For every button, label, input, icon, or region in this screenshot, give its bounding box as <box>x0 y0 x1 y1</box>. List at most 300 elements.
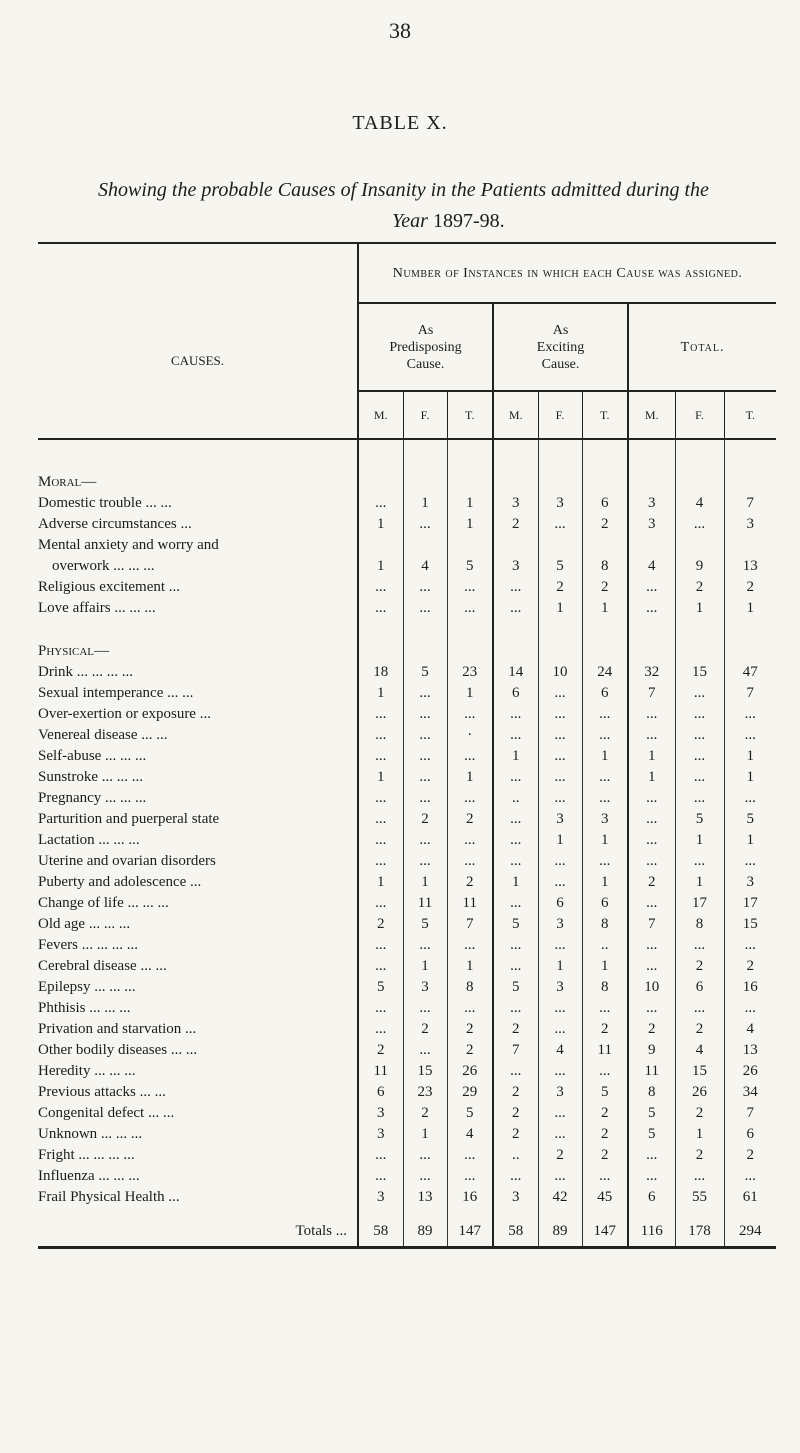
value-cell: 1 <box>724 830 776 851</box>
value-cell: 3 <box>538 977 582 998</box>
value-cell: 3 <box>538 809 582 830</box>
value-cell: 7 <box>724 683 776 704</box>
value-cell: 1 <box>358 872 403 893</box>
value-cell: 9 <box>675 556 724 577</box>
value-cell: ... <box>447 577 493 598</box>
value-cell: 2 <box>538 577 582 598</box>
value-cell: ... <box>358 998 403 1019</box>
table-row <box>38 1040 776 1061</box>
value-cell: 4 <box>628 556 675 577</box>
caption-year-label: Year <box>392 210 428 232</box>
value-cell: 7 <box>628 914 675 935</box>
value-cell: 2 <box>675 956 724 977</box>
value-cell: 1 <box>447 683 493 704</box>
caption-line-2 <box>98 206 758 237</box>
value-cell: ... <box>493 767 538 788</box>
value-cell: ... <box>582 767 628 788</box>
value-cell: 8 <box>447 977 493 998</box>
table-row <box>38 746 776 767</box>
value-cell: 10 <box>628 977 675 998</box>
value-cell: 6 <box>582 893 628 914</box>
value-cell: 1 <box>582 956 628 977</box>
value-cell: 116 <box>628 1208 675 1248</box>
cause-label: Heredity ... ... ... <box>38 1063 136 1079</box>
value-cell: ... <box>538 1061 582 1082</box>
table-row <box>38 1082 776 1103</box>
value-cell <box>675 535 724 556</box>
value-cell: 1 <box>675 830 724 851</box>
pred-m-header: M. <box>358 391 403 439</box>
value-cell: 13 <box>724 556 776 577</box>
value-cell: ... <box>493 893 538 914</box>
cause-label: Uterine and ovarian disorders <box>38 853 216 869</box>
cause-label: Previous attacks ... ... <box>38 1084 166 1100</box>
table-row <box>38 830 776 851</box>
value-cell: ... <box>724 1166 776 1187</box>
spacer-row <box>38 440 776 468</box>
value-cell: ... <box>628 809 675 830</box>
value-cell: 1 <box>358 683 403 704</box>
value-cell: 24 <box>582 662 628 683</box>
table-row <box>38 1103 776 1124</box>
value-cell: 1 <box>538 598 582 619</box>
value-cell: ... <box>493 704 538 725</box>
value-cell: 2 <box>403 1103 447 1124</box>
value-cell: 11 <box>358 1061 403 1082</box>
caption-year: 1897-98. <box>432 210 505 232</box>
value-cell: 3 <box>724 872 776 893</box>
table-row <box>38 767 776 788</box>
value-cell: ... <box>403 935 447 956</box>
value-cell: ... <box>403 746 447 767</box>
table-row <box>38 556 776 577</box>
predisposing-header: As Predisposing Cause. <box>358 303 493 391</box>
value-cell: 6 <box>675 977 724 998</box>
value-cell: 1 <box>358 514 403 535</box>
exc-m-header: M. <box>493 391 538 439</box>
table-row <box>38 1187 776 1208</box>
value-cell: 4 <box>675 493 724 514</box>
value-cell: 1 <box>582 598 628 619</box>
cause-label: Mental anxiety and worry and <box>38 537 219 553</box>
value-cell: ... <box>403 704 447 725</box>
value-cell: 23 <box>447 662 493 683</box>
tot-f-header: F. <box>675 391 724 439</box>
value-cell: 1 <box>628 767 675 788</box>
table-row <box>38 493 776 514</box>
value-cell: 8 <box>582 556 628 577</box>
value-cell: 3 <box>403 977 447 998</box>
value-cell: 2 <box>358 914 403 935</box>
value-cell: 5 <box>358 977 403 998</box>
table-row <box>38 662 776 683</box>
cause-label: Privation and starvation ... <box>38 1021 197 1037</box>
value-cell: ... <box>628 577 675 598</box>
cause-label: Fright ... ... ... ... <box>38 1147 135 1163</box>
cause-label: Sunstroke ... ... ... <box>38 769 143 785</box>
value-cell: 1 <box>447 956 493 977</box>
table-row <box>38 577 776 598</box>
value-cell: 15 <box>675 662 724 683</box>
value-cell: 5 <box>403 662 447 683</box>
value-cell: ... <box>493 1061 538 1082</box>
cause-label: Parturition and puerperal state <box>38 811 220 827</box>
value-cell: ... <box>358 746 403 767</box>
value-cell: ... <box>628 725 675 746</box>
table-row <box>38 704 776 725</box>
value-cell: 2 <box>493 1103 538 1124</box>
table-body <box>38 440 776 1248</box>
cause-label: Other bodily diseases ... ... <box>38 1042 198 1058</box>
value-cell: 11 <box>582 1040 628 1061</box>
pred-f-header: F. <box>403 391 447 439</box>
value-cell: 2 <box>358 1040 403 1061</box>
value-cell: ... <box>358 788 403 809</box>
value-cell: 2 <box>493 1124 538 1145</box>
value-cell: 10 <box>538 662 582 683</box>
value-cell: 55 <box>675 1187 724 1208</box>
value-cell: ... <box>628 998 675 1019</box>
value-cell: ... <box>582 851 628 872</box>
value-cell: ... <box>358 851 403 872</box>
value-cell: 5 <box>628 1124 675 1145</box>
value-cell: 6 <box>724 1124 776 1145</box>
cause-label: Lactation ... ... ... <box>38 832 140 848</box>
value-cell: 3 <box>724 514 776 535</box>
value-cell: 23 <box>403 1082 447 1103</box>
value-cell: ... <box>447 704 493 725</box>
value-cell: ... <box>538 872 582 893</box>
value-cell: 1 <box>403 956 447 977</box>
value-cell: ... <box>358 935 403 956</box>
value-cell: 13 <box>403 1187 447 1208</box>
value-cell: 1 <box>675 1124 724 1145</box>
table-row <box>38 535 776 556</box>
value-cell: ... <box>493 725 538 746</box>
value-cell: ... <box>538 514 582 535</box>
value-cell: 61 <box>724 1187 776 1208</box>
value-cell: ... <box>628 893 675 914</box>
cause-label: Epilepsy ... ... ... <box>38 979 136 995</box>
value-cell: 1 <box>447 514 493 535</box>
value-cell: ... <box>447 851 493 872</box>
value-cell: 5 <box>447 1103 493 1124</box>
cause-label: Unknown ... ... ... <box>38 1126 143 1142</box>
value-cell <box>582 535 628 556</box>
value-cell: 1 <box>447 493 493 514</box>
table-row <box>38 809 776 830</box>
value-cell: 1 <box>675 598 724 619</box>
value-cell: ... <box>538 767 582 788</box>
value-cell: 2 <box>582 1103 628 1124</box>
value-cell <box>403 535 447 556</box>
tot-m-header: M. <box>628 391 675 439</box>
cause-label: Old age ... ... ... <box>38 916 131 932</box>
value-cell: 7 <box>724 493 776 514</box>
value-cell: 32 <box>628 662 675 683</box>
value-cell: 2 <box>724 1145 776 1166</box>
causes-table <box>38 242 776 1249</box>
section-title: Moral— <box>38 474 97 490</box>
value-cell: 2 <box>675 577 724 598</box>
value-cell: 2 <box>724 956 776 977</box>
value-cell: ... <box>724 935 776 956</box>
cause-label: Over-exertion or exposure ... <box>38 706 211 722</box>
value-cell: ... <box>358 830 403 851</box>
value-cell: 26 <box>675 1082 724 1103</box>
value-cell: .. <box>493 1145 538 1166</box>
value-cell: ... <box>493 809 538 830</box>
value-cell: 1 <box>447 767 493 788</box>
value-cell: 2 <box>582 514 628 535</box>
cause-label: Domestic trouble ... ... <box>38 495 172 511</box>
value-cell: 1 <box>403 493 447 514</box>
value-cell: ... <box>447 1145 493 1166</box>
value-cell <box>447 535 493 556</box>
value-cell: ... <box>582 1061 628 1082</box>
value-cell: ... <box>538 1103 582 1124</box>
cause-label: Cerebral disease ... ... <box>38 958 167 974</box>
value-cell: 17 <box>675 893 724 914</box>
table-header <box>38 243 776 440</box>
value-cell: ... <box>358 577 403 598</box>
value-cell: 45 <box>582 1187 628 1208</box>
value-cell: ... <box>447 1166 493 1187</box>
value-cell: 3 <box>538 1082 582 1103</box>
table-row <box>38 725 776 746</box>
pred-t-header: T. <box>447 391 493 439</box>
value-cell: 11 <box>403 893 447 914</box>
cause-label: Adverse circumstances ... <box>38 516 192 532</box>
value-cell: 5 <box>447 556 493 577</box>
value-cell: ... <box>403 767 447 788</box>
table-row <box>38 514 776 535</box>
value-cell: 6 <box>628 1187 675 1208</box>
section-row <box>38 468 776 493</box>
value-cell: ... <box>403 683 447 704</box>
value-cell: 5 <box>675 809 724 830</box>
value-cell: 15 <box>675 1061 724 1082</box>
value-cell: 8 <box>582 977 628 998</box>
value-cell: ... <box>403 514 447 535</box>
value-cell: 5 <box>403 914 447 935</box>
value-cell: ... <box>403 788 447 809</box>
totals-label: Totals ... <box>38 1208 358 1248</box>
value-cell: ... <box>675 746 724 767</box>
value-cell: 2 <box>447 1040 493 1061</box>
value-cell: ... <box>538 725 582 746</box>
table-row <box>38 851 776 872</box>
table-row <box>38 998 776 1019</box>
value-cell: 5 <box>724 809 776 830</box>
table-row <box>38 598 776 619</box>
cause-label: Influenza ... ... ... <box>38 1168 140 1184</box>
value-cell: 7 <box>628 683 675 704</box>
cause-label: Love affairs ... ... ... <box>38 600 156 616</box>
value-cell: ... <box>493 1166 538 1187</box>
value-cell: 1 <box>582 872 628 893</box>
value-cell: 2 <box>493 1082 538 1103</box>
value-cell: ... <box>403 598 447 619</box>
value-cell: ... <box>447 935 493 956</box>
value-cell: 2 <box>724 577 776 598</box>
value-cell: ... <box>358 725 403 746</box>
value-cell: ... <box>538 1166 582 1187</box>
value-cell: 5 <box>628 1103 675 1124</box>
value-cell: .. <box>582 935 628 956</box>
cause-label: Self-abuse ... ... ... <box>38 748 147 764</box>
value-cell: ... <box>358 1166 403 1187</box>
value-cell: 29 <box>447 1082 493 1103</box>
value-cell: ... <box>628 956 675 977</box>
value-cell: 3 <box>628 493 675 514</box>
value-cell: 58 <box>493 1208 538 1248</box>
value-cell <box>724 535 776 556</box>
value-cell: 5 <box>493 914 538 935</box>
value-cell: ... <box>358 1145 403 1166</box>
value-cell: 3 <box>358 1103 403 1124</box>
value-cell: 14 <box>493 662 538 683</box>
value-cell: ... <box>724 725 776 746</box>
value-cell: ... <box>447 598 493 619</box>
value-cell: ... <box>447 788 493 809</box>
value-cell: 147 <box>447 1208 493 1248</box>
value-cell: 2 <box>493 514 538 535</box>
value-cell: ... <box>724 788 776 809</box>
value-cell: ... <box>582 725 628 746</box>
table-row <box>38 788 776 809</box>
value-cell: 3 <box>493 556 538 577</box>
table-row <box>38 1124 776 1145</box>
section-title: Physical— <box>38 643 110 659</box>
total-header: Total. <box>628 303 776 391</box>
value-cell: ... <box>493 830 538 851</box>
value-cell: 2 <box>675 1019 724 1040</box>
value-cell: ... <box>493 577 538 598</box>
value-cell: ... <box>582 704 628 725</box>
value-cell: · <box>447 725 493 746</box>
value-cell: ... <box>358 598 403 619</box>
value-cell: 7 <box>493 1040 538 1061</box>
cause-label: Religious excitement ... <box>38 579 181 595</box>
value-cell: 7 <box>447 914 493 935</box>
totals-row <box>38 1208 776 1248</box>
value-cell: ... <box>628 704 675 725</box>
cause-label: Pregnancy ... ... ... <box>38 790 147 806</box>
value-cell: 26 <box>447 1061 493 1082</box>
page-number: 38 <box>389 18 411 43</box>
value-cell: 1 <box>358 556 403 577</box>
value-cell: ... <box>538 746 582 767</box>
value-cell: 13 <box>724 1040 776 1061</box>
value-cell: 4 <box>675 1040 724 1061</box>
value-cell: ... <box>628 788 675 809</box>
cause-label: Phthisis ... ... ... <box>38 1000 131 1016</box>
spacer-row <box>38 619 776 637</box>
value-cell: 294 <box>724 1208 776 1248</box>
value-cell: .. <box>493 788 538 809</box>
value-cell: 42 <box>538 1187 582 1208</box>
cause-label: Drink ... ... ... ... <box>38 664 133 680</box>
value-cell: ... <box>538 998 582 1019</box>
value-cell: 16 <box>724 977 776 998</box>
value-cell: 2 <box>403 1019 447 1040</box>
value-cell: 3 <box>493 1187 538 1208</box>
value-cell: ... <box>538 704 582 725</box>
cause-label: Fevers ... ... ... ... <box>38 937 138 953</box>
value-cell: 4 <box>403 556 447 577</box>
table-row <box>38 1019 776 1040</box>
table-row <box>38 893 776 914</box>
value-cell: 1 <box>628 746 675 767</box>
cause-label: Frail Physical Health ... <box>38 1189 180 1205</box>
value-cell: ... <box>628 935 675 956</box>
value-cell: ... <box>403 998 447 1019</box>
exc-t-header: T. <box>582 391 628 439</box>
value-cell: ... <box>493 935 538 956</box>
value-cell: 5 <box>493 977 538 998</box>
value-cell: 3 <box>628 514 675 535</box>
cause-label: Congenital defect ... ... <box>38 1105 175 1121</box>
value-cell: 2 <box>447 809 493 830</box>
value-cell: ... <box>403 1145 447 1166</box>
value-cell: ... <box>447 998 493 1019</box>
value-cell: ... <box>403 725 447 746</box>
value-cell: ... <box>675 851 724 872</box>
exciting-header: As Exciting Cause. <box>493 303 628 391</box>
value-cell: 2 <box>538 1145 582 1166</box>
value-cell: ... <box>675 704 724 725</box>
value-cell: 3 <box>493 493 538 514</box>
value-cell <box>493 535 538 556</box>
value-cell: 6 <box>582 683 628 704</box>
tot-t-header: T. <box>724 391 776 439</box>
causes-header: CAUSES. <box>38 243 358 439</box>
value-cell: 3 <box>538 914 582 935</box>
value-cell: 1 <box>358 767 403 788</box>
value-cell: 7 <box>724 1103 776 1124</box>
table-caption <box>98 175 758 237</box>
value-cell: 4 <box>538 1040 582 1061</box>
value-cell: 17 <box>724 893 776 914</box>
value-cell: ... <box>447 746 493 767</box>
value-cell: 2 <box>447 1019 493 1040</box>
value-cell: 89 <box>403 1208 447 1248</box>
value-cell: 11 <box>628 1061 675 1082</box>
value-cell: ... <box>724 998 776 1019</box>
value-cell: ... <box>582 998 628 1019</box>
value-cell: 2 <box>628 1019 675 1040</box>
value-cell: 34 <box>724 1082 776 1103</box>
value-cell: 2 <box>582 1145 628 1166</box>
value-cell: 47 <box>724 662 776 683</box>
value-cell: ... <box>403 1040 447 1061</box>
value-cell: ... <box>358 809 403 830</box>
value-cell: 6 <box>493 683 538 704</box>
value-cell: ... <box>358 956 403 977</box>
value-cell: 15 <box>724 914 776 935</box>
value-cell: 1 <box>403 872 447 893</box>
value-cell: 2 <box>675 1103 724 1124</box>
value-cell: ... <box>403 851 447 872</box>
value-cell: ... <box>358 1019 403 1040</box>
value-cell: ... <box>538 1124 582 1145</box>
value-cell: 1 <box>538 830 582 851</box>
value-cell: ... <box>447 830 493 851</box>
instances-group-header: Number of Instances in which each Cause was assigned. <box>392 265 743 281</box>
value-cell: ... <box>538 935 582 956</box>
value-cell: ... <box>675 514 724 535</box>
